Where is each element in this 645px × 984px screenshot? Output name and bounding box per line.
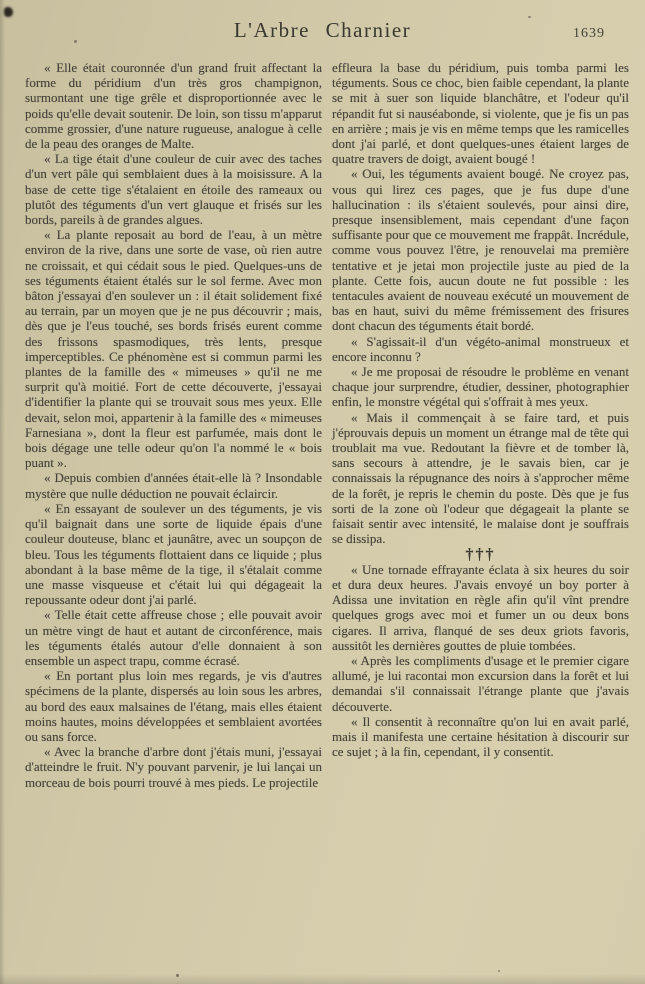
left-column	[25, 60, 322, 790]
paragraph: « Il consentit à reconnaître qu'on lui en avait parlé, mais il manifesta une certaine hésitation à discourir sur ce sujet ; à la fin, cependant, il y consentit.	[332, 713, 629, 760]
paragraph: « Depuis combien d'années était-elle là ? Insondable mystère que nulle déduction ne pouvait éclaircir.	[25, 470, 322, 501]
text-columns	[0, 58, 645, 790]
paragraph: « Avec la branche d'arbre dont j'étais muni, j'essayai d'atteindre le fruit. N'y pouvant parvenir, je lui lançai un morceau de bois pourri trouvé à mes pieds. Le projectile	[25, 744, 322, 790]
page-number: 1639	[573, 26, 605, 41]
paragraph-continuation: effleura la base du péridium, puis tomba parmi les téguments. Sous ce choc, bien faible cependant, la plante se mit à suer son liquide blanchâtre, et l'odeur qu'il répandit fut si nauséabonde, si violente, que je fis un pas en arrière ; mais je vis en même temps que les ramicelles dont j'ai parlé, et dont quelques-unes étaient larges de quatre travers de doigt, avaient bougé !	[332, 60, 629, 167]
paragraph: « Une tornade effrayante éclata à six heures du soir et dura deux heures. J'avais envoyé un boy porter à Adissa une invitation en règle afin qu'il vînt prendre quelques grogs avec moi et fumer un ou deux bons cigares. Il arriva, flanqué de ses deux griots favoris, aussitôt les dernières gouttes de pluie tombées.	[332, 561, 629, 653]
page-title: L'Arbre Charnier	[233, 18, 412, 42]
right-column	[332, 60, 629, 790]
paragraph: « En essayant de soulever un des téguments, je vis qu'il baignait dans une sorte de liquide épais d'une couleur douteuse, blanc et jaunâtre, avec un soupçon de bleu. Tous les téguments flottaient dans ce liquide ; plus abondant à la base même de la tige, il s'étalait comme une masse visqueuse et c'était lui qui dégageait la repoussante odeur dont j'ai parlé.	[25, 500, 322, 608]
scan-artifact	[498, 970, 500, 972]
paragraph: « Telle était cette affreuse chose ; elle pouvait avoir un mètre vingt de haut et autant de circonférence, mais les téguments étalés autour d'elle donnaient à son ensemble un aspect trapu, comme écrasé.	[25, 607, 322, 668]
page-header	[0, 0, 645, 58]
paragraph: « Elle était couronnée d'un grand fruit affectant la forme du péridium d'un très gros champignon, surmontant une tige grêle et disproportionnée avec le poids qu'elle devait soutenir. De loin, son tissu m'apparut comme grossier, d'une nature rugueuse, analogue à celle de la peau des oranges de Malte.	[25, 60, 322, 152]
paragraph: « La tige était d'une couleur de cuir avec des taches d'un vert pâle qui semblaient dues à la moisissure. A la base de cette tige s'étalaient en étoile des rameaux ou plutôt des téguments d'un vert glauque et frisés sur les bords, pareils à de grandes algues.	[25, 151, 322, 228]
paragraph: « Mais il commençait à se faire tard, et puis j'éprouvais depuis un moment un étrange mal de tête qui troublait ma vue. Redoutant la fièvre et de tomber là, sans secours à attendre, je le savais bien, car je connaissais la répugnance des noirs à s'approcher même de la forêt, je repris le chemin du poste. Dès que je fus sorti de la zone où l'odeur que dégageait la plante se faisait sentir avec intensité, le malaise dont je souffrais se dissipa.	[332, 409, 629, 547]
scan-artifact	[176, 974, 179, 977]
paragraph: « Je me proposai de résoudre le problème en venant chaque jour surprendre, étudier, dessiner, photographier enfin, le monstre végétal qui s'offrait à mes yeux.	[332, 364, 629, 410]
paragraph: « Après les compliments d'usage et le premier cigare allumé, je lui racontai mon excursion dans la forêt et lui demandai s'il connaissait l'étrange plante que j'avais découverte.	[332, 652, 629, 714]
paragraph: « S'agissait-il d'un végéto-animal monstrueux et encore inconnu ?	[332, 333, 629, 364]
paragraph: « La plante reposait au bord de l'eau, à un mètre environ de la rive, dans une sorte de vase, où rien autre ne croissait, et qui cédait sous le pied. Quelques-uns de ses téguments étaient étalés sur le sol ferme. Avec mon bâton j'essayai d'en soulever un : il était solidement fixé au terrain, par un moyen que je ne pus découvrir ; mais, dès que je l'eus touché, ses bords frisés eurent comme des frissons spasmodiques, très lents, presque imperceptibles. Ce phénomène est si commun parmi les plantes de la famille des « mimeuses » qu'il ne me surprit qu'à moitié. Fort de cette découverte, j'essayai d'identifier la plante qui se trouvait sous mes yeux. Elle devait, selon moi, appartenir à la famille des « mimeuses Farnesiana », dont la fleur est parfumée, mais dont le bois dégage une telle odeur qu'on l'a nommé le « bois puant ».	[25, 227, 322, 471]
triple-dagger-ornament: †††	[465, 545, 496, 563]
paragraph: « Oui, les téguments avaient bougé. Ne croyez pas, vous qui lirez ces pages, que je fus dupe d'une hallucination : ils s'étaient soulevés, pour ainsi dire, presque insensiblement, mais cependant d'une façon suffisante pour que ce mouvement me frappât. Incrédule, comme vous pouvez l'être, je renouvelai ma première tentative et je jetai mon projectile juste au pied de la plante. Cette fois, aucun doute ne fut possible : les tentacules avaient de nouveau exécuté un mouvement de bas en haut, suivi du même frémissement des frisures dont chacun des téguments était bordé.	[332, 166, 629, 334]
paragraph: « En portant plus loin mes regards, je vis d'autres spécimens de la plante, dispersés au loin sous les arbres, au bord des eaux malsaines de l'étang, mais elles étaient moins hautes, moins développées et semblaient avortées ou sans force.	[25, 668, 322, 744]
